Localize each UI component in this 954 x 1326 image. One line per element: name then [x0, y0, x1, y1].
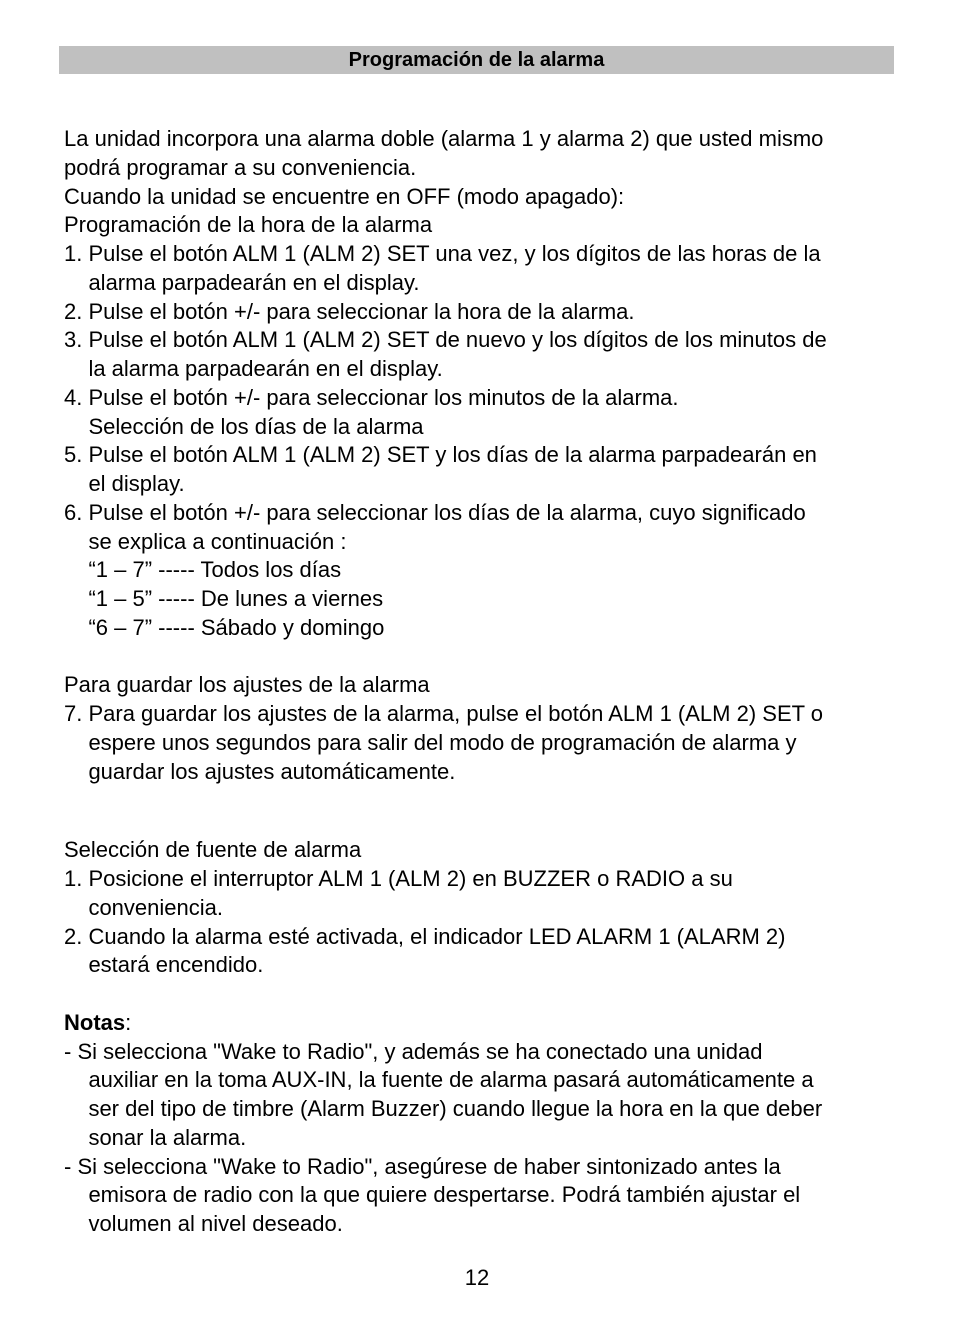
spacer — [64, 643, 904, 672]
source-step-2-line-1: 2. Cuando la alarma esté activada, el indicador LED ALARM 1 (ALARM 2) — [64, 923, 786, 949]
step-1-line-1: 1. Pulse el botón ALM 1 (ALM 2) SET una vez, y los dígitos de las horas de la — [64, 241, 821, 266]
step-7-line-3: guardar los ajustes automáticamente. — [64, 758, 456, 784]
document-body — [64, 125, 904, 1239]
note-1-line-3: ser del tipo de timbre (Alarm Buzzer) cuando llegue la hora en la que deber — [64, 1096, 823, 1121]
step-3-line-2: la alarma parpadearán en el display. — [64, 356, 443, 381]
days-option-weekend: “6 – 7” ----- Sábado y domingo — [64, 614, 385, 640]
step-1-line-2: alarma parpadearán en el display. — [64, 269, 420, 295]
step-4: 4. Pulse el botón +/- para seleccionar los minutos de la alarma. — [64, 384, 679, 410]
step-2: 2. Pulse el botón +/- para seleccionar la hora de la alarma. — [64, 298, 635, 324]
note-1-line-2: auxiliar en la toma AUX-IN, la fuente de alarma pasará automáticamente a — [64, 1067, 814, 1093]
spacer — [64, 980, 904, 1009]
note-1-line-4: sonar la alarma. — [64, 1124, 247, 1150]
subheading-alarm-time: Programación de la hora de la alarma — [64, 212, 433, 238]
intro-line-2: podrá programar a su conveniencia. — [64, 154, 417, 180]
step-5-line-1: 5. Pulse el botón ALM 1 (ALM 2) SET y los días de la alarma parpadearán en — [64, 442, 817, 468]
intro-line-3: Cuando la unidad se encuentre en OFF (modo apagado): — [64, 183, 625, 209]
note-2-line-3: volumen al nivel deseado. — [64, 1211, 343, 1236]
note-2-line-2: emisora de radio con la que quiere despertarse. Podrá también ajustar el — [64, 1182, 801, 1208]
subheading-alarm-days: Selección de los días de la alarma — [64, 413, 424, 439]
spacer — [64, 786, 904, 836]
subheading-alarm-source: Selección de fuente de alarma — [64, 837, 362, 863]
source-step-1-line-1: 1. Posicione el interruptor ALM 1 (ALM 2) en BUZZER o RADIO a su — [64, 866, 733, 891]
step-3-line-1: 3. Pulse el botón ALM 1 (ALM 2) SET de nuevo y los dígitos de los minutos de — [64, 327, 827, 353]
step-6-line-1: 6. Pulse el botón +/- para seleccionar los días de la alarma, cuyo significado — [64, 499, 806, 525]
days-option-all: “1 – 7” ----- Todos los días — [64, 557, 342, 583]
step-5-line-2: el display. — [64, 471, 185, 496]
subheading-save: Para guardar los ajustes de la alarma — [64, 672, 430, 698]
notes-heading — [64, 1009, 904, 1038]
note-2-line-1: - Si selecciona "Wake to Radio", asegúrese de haber sintonizado antes la — [64, 1153, 781, 1179]
source-step-2-line-2: estará encendido. — [64, 952, 264, 978]
page-number: 12 — [464, 1265, 490, 1290]
intro-line-1: La unidad incorpora una alarma doble (alarma 1 y alarma 2) que usted mismo — [64, 126, 824, 151]
step-7-line-2: espere unos segundos para salir del modo de programación de alarma y — [64, 729, 797, 755]
source-step-1-line-2: conveniencia. — [64, 894, 223, 920]
section-title-bar — [59, 46, 894, 74]
notes-colon: : — [125, 1009, 132, 1035]
notes-label: Notas — [64, 1009, 126, 1035]
note-1-line-1: - Si selecciona "Wake to Radio", y además se ha conectado una unidad — [64, 1038, 763, 1064]
step-7-line-1: 7. Para guardar los ajustes de la alarma, pulse el botón ALM 1 (ALM 2) SET o — [64, 701, 823, 726]
days-option-weekdays: “1 – 5” ----- De lunes a viernes — [64, 586, 384, 611]
section-title: Programación de la alarma — [348, 49, 605, 71]
step-6-line-2: se explica a continuación : — [64, 528, 347, 554]
